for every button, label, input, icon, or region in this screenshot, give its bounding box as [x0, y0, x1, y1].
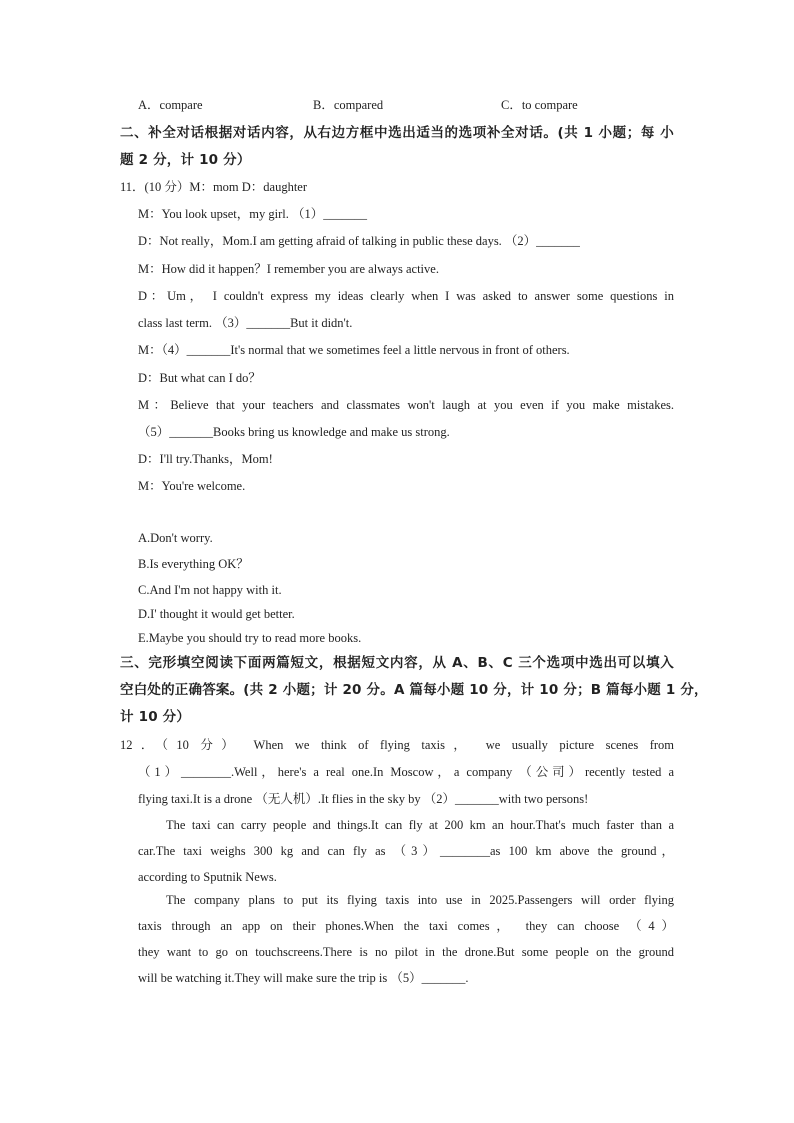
- passage-line: car.The taxi weighs 300 kg and can fly as （3）________as 100 km above the ground，: [138, 844, 674, 858]
- dialogue-line: M：Believe that your teachers and classmates won't laugh at you even if you make mistakes.: [138, 398, 674, 412]
- dialogue-line: M：How did it happen？I remember you are always active.: [138, 262, 439, 276]
- section3-heading-line2: 空白处的正确答案。(共 2 小题；计 20 分。A 篇每小题 10 分，计 10 分；B 篇每小题 1 分，: [120, 682, 708, 698]
- passage-line: will be watching it.They will make sure the trip is （5）_______.: [138, 971, 469, 985]
- dialogue-line: D：Um， I couldn't express my ideas clearly when I was asked to answer some questions in: [138, 289, 674, 303]
- dialogue-line: M：（4）_______It's normal that we sometimes feel a little nervous in front of others.: [138, 343, 570, 357]
- passage-line: according to Sputnik News.: [138, 870, 277, 884]
- dialogue-line: D：But what can I do？: [138, 371, 261, 385]
- section3-heading-line3: 计 10 分）: [120, 709, 191, 725]
- passage-line: 12．（10 分） When we think of flying taxis， we usually picture scenes from: [120, 738, 674, 752]
- section2-heading-line1: 二、补全对话根据对话内容，从右边方框中选出适当的选项补全对话。(共 1 小题；每 小: [120, 125, 674, 141]
- q11-intro: 11．(10 分）M：mom D：daughter: [120, 180, 308, 194]
- passage-line: （1）________.Well，here's a real one.In Moscow，a company （公司）recently tested a: [138, 765, 674, 779]
- dialogue-line: class last term. （3）_______But it didn't.: [138, 316, 353, 330]
- dialogue-line: （5）_______Books bring us knowledge and make us strong.: [138, 425, 450, 439]
- passage-line: The taxi can carry people and things.It can fly at 200 km an hour.That's much faster than a: [166, 818, 674, 832]
- dialogue-line: M：You're welcome.: [138, 479, 246, 493]
- option-c: C．to compare: [501, 98, 578, 112]
- passage-line: they want to go on touchscreens.There is no pilot in the drone.But some people on the ground: [138, 945, 674, 959]
- choice-item: A.Don't worry.: [138, 531, 213, 545]
- choice-item: E.Maybe you should try to read more books.: [138, 631, 362, 645]
- passage-line: The company plans to put its flying taxis into use in 2025.Passengers will order flying: [166, 893, 674, 907]
- section3-heading-line1: 三、完形填空阅读下面两篇短文，根据短文内容，从 A、B、C 三个选项中选出可以填入: [120, 655, 674, 671]
- passage-line: taxis through an app on their phones.When the taxi comes， they can choose （4）: [138, 919, 674, 933]
- choice-item: C.And I'm not happy with it.: [138, 583, 282, 597]
- passage-line: flying taxi.It is a drone （无人机）.It flies in the sky by （2）_______with two persons!: [138, 792, 589, 806]
- dialogue-line: M：You look upset，my girl. （1）_______: [138, 207, 367, 221]
- choice-item: D.I' thought it would get better.: [138, 607, 295, 621]
- dialogue-line: D：Not really，Mom.I am getting afraid of talking in public these days. （2）_______: [138, 234, 580, 248]
- choice-item: B.Is everything OK？: [138, 557, 249, 571]
- dialogue-line: D：I'll try.Thanks，Mom!: [138, 452, 273, 466]
- section2-heading-line2: 题 2 分，计 10 分）: [120, 152, 251, 168]
- option-b: B．compared: [313, 98, 384, 112]
- option-a: A．compare: [138, 98, 203, 112]
